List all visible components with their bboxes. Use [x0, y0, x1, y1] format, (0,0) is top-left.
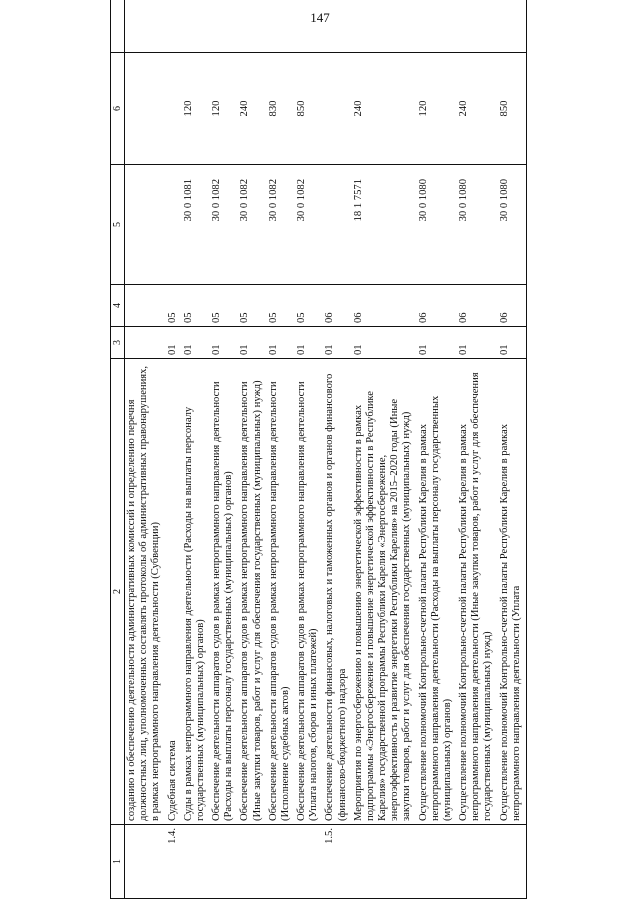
row-section-code: 01 — [166, 327, 182, 359]
row-target-article — [323, 165, 351, 285]
row-expense-type: 240 — [238, 53, 266, 165]
row-amount — [352, 0, 417, 53]
row-subsection-code: 05 — [267, 285, 295, 327]
row-description: Осуществление полномочий Контрольно-счетной палаты Республики Карелия в рамках непрограммного направления деятельности (Уплата — [498, 359, 527, 825]
row-number — [498, 825, 527, 899]
row-subsection-code: 06 — [498, 285, 527, 327]
row-description: Обеспечение деятельности аппаратов судов в рамках непрограммного направления деятельности (Уплата налогов, сборов и иных платежей) — [295, 359, 323, 825]
row-number — [210, 825, 238, 899]
row-section-code: 01 — [323, 327, 351, 359]
row-amount — [210, 0, 238, 53]
row-number — [238, 825, 266, 899]
table-row — [457, 0, 498, 899]
row-expense-type: 120 — [210, 53, 238, 165]
row-target-article: 30 0 1080 — [457, 165, 498, 285]
table-body — [125, 0, 527, 899]
row-expense-type: 850 — [498, 53, 527, 165]
row-amount — [125, 0, 166, 53]
row-expense-type — [323, 53, 351, 165]
row-section-code: 01 — [295, 327, 323, 359]
row-description: Обеспечение деятельности финансовых, налоговых и таможенных органов и органов финансового (финансово-бюджетного) надзора — [323, 359, 351, 825]
row-amount — [166, 0, 182, 53]
row-section-code: 01 — [210, 327, 238, 359]
row-subsection-code: 06 — [457, 285, 498, 327]
row-amount — [267, 0, 295, 53]
row-target-article — [166, 165, 182, 285]
row-description: Осуществление полномочий Контрольно-счетной палаты Республики Карелия в рамках непрограммного направления деятельности (Расходы на выплаты персоналу государственных (муниципальных) органов) — [417, 359, 458, 825]
row-section-code: 01 — [498, 327, 527, 359]
row-target-article: 30 0 1082 — [267, 165, 295, 285]
row-description: Мероприятия по энергосбережению и повышению энергетической эффективности в рамках подпрограммы «Энергосбережение и повышение энергетической эффективности в Республике Карелия» государственной программы Республики Карелия «Энергосбережение, энергоэффективность и развитие энергетики Республики Карелия» на 2015–2020 годы (Иные закупки товаров, работ и услуг для обеспечения государственных (муниципальных) нужд) — [352, 359, 417, 825]
table-row — [295, 0, 323, 899]
row-expense-type: 240 — [457, 53, 498, 165]
header-col-3: 3 — [111, 327, 125, 359]
header-col-2: 2 — [111, 359, 125, 825]
row-amount — [417, 0, 458, 53]
row-number — [457, 825, 498, 899]
row-amount — [182, 0, 210, 53]
row-expense-type: 830 — [267, 53, 295, 165]
row-subsection-code: 05 — [166, 285, 182, 327]
row-subsection-code — [125, 285, 166, 327]
row-target-article: 30 0 1082 — [238, 165, 266, 285]
row-number — [295, 825, 323, 899]
row-section-code: 01 — [457, 327, 498, 359]
row-description: Судебная система — [166, 359, 182, 825]
row-expense-type: 120 — [417, 53, 458, 165]
row-amount — [238, 0, 266, 53]
row-number — [267, 825, 295, 899]
row-target-article: 30 0 1080 — [417, 165, 458, 285]
budget-table — [110, 0, 527, 899]
row-target-article: 30 0 1082 — [295, 165, 323, 285]
row-section-code: 01 — [267, 327, 295, 359]
row-number — [125, 825, 166, 899]
header-col-4: 4 — [111, 285, 125, 327]
row-section-code: 01 — [352, 327, 417, 359]
row-description: Осуществление полномочий Контрольно-счетной палаты Республики Карелия в рамках непрограммного направления деятельности (Иные закупки товаров, работ и услуг для обеспечения государственных (муниципальных) нужд) — [457, 359, 498, 825]
header-col-5: 5 — [111, 165, 125, 285]
row-expense-type: 120 — [182, 53, 210, 165]
row-subsection-code: 05 — [210, 285, 238, 327]
table-row — [352, 0, 417, 899]
row-expense-type — [125, 53, 166, 165]
row-target-article — [125, 165, 166, 285]
row-section-code: 01 — [238, 327, 266, 359]
row-subsection-code: 05 — [295, 285, 323, 327]
table-row — [323, 0, 351, 899]
row-amount — [323, 0, 351, 53]
row-number — [417, 825, 458, 899]
row-section-code — [125, 327, 166, 359]
rotated-table-container — [110, 0, 600, 899]
table-row — [417, 0, 458, 899]
row-number — [352, 825, 417, 899]
row-number — [182, 825, 210, 899]
row-subsection-code: 06 — [323, 285, 351, 327]
header-col-6: 6 — [111, 53, 125, 165]
row-subsection-code: 06 — [352, 285, 417, 327]
row-target-article: 18 1 7571 — [352, 165, 417, 285]
table-row — [238, 0, 266, 899]
row-expense-type: 850 — [295, 53, 323, 165]
table-row — [166, 0, 182, 899]
row-expense-type: 240 — [352, 53, 417, 165]
table-header — [111, 0, 125, 899]
row-target-article: 30 0 1081 — [182, 165, 210, 285]
table-row — [498, 0, 527, 899]
page-number: 147 — [310, 10, 330, 25]
header-col-7 — [111, 0, 125, 53]
table-row — [267, 0, 295, 899]
row-description: созданию и обеспечению деятельности административных комиссий и определению перечня должностных лиц, уполномоченных составлять протоколы об административных правонарушениях, в рамках непрограммного направления деятельности (Субвенции) — [125, 359, 166, 825]
row-description: Обеспечение деятельности аппаратов судов в рамках непрограммного направления деятельности (Расходы на выплаты персоналу государственных (муниципальных) органов) — [210, 359, 238, 825]
row-target-article: 30 0 1082 — [210, 165, 238, 285]
table-row — [182, 0, 210, 899]
header-col-1: 1 — [111, 825, 125, 899]
row-number: 1.4. — [166, 825, 182, 899]
row-target-article: 30 0 1080 — [498, 165, 527, 285]
row-expense-type — [166, 53, 182, 165]
row-amount — [498, 0, 527, 53]
row-section-code: 01 — [182, 327, 210, 359]
row-description: Обеспечение деятельности аппаратов судов в рамках непрограммного направления деятельности (Исполнение судебных актов) — [267, 359, 295, 825]
row-description: Обеспечение деятельности аппаратов судов в рамках непрограммного направления деятельности (Иные закупки товаров, работ и услуг для обеспечения государственных (муниципальных) нужд) — [238, 359, 266, 825]
row-subsection-code: 06 — [417, 285, 458, 327]
table-row — [125, 0, 166, 899]
row-amount — [457, 0, 498, 53]
row-number: 1.5. — [323, 825, 351, 899]
table-row — [210, 0, 238, 899]
row-subsection-code: 05 — [182, 285, 210, 327]
row-subsection-code: 05 — [238, 285, 266, 327]
row-section-code: 01 — [417, 327, 458, 359]
row-description: Суды в рамках непрограммного направления деятельности (Расходы на выплаты персоналу государственных (муниципальных) органов) — [182, 359, 210, 825]
row-amount — [295, 0, 323, 53]
